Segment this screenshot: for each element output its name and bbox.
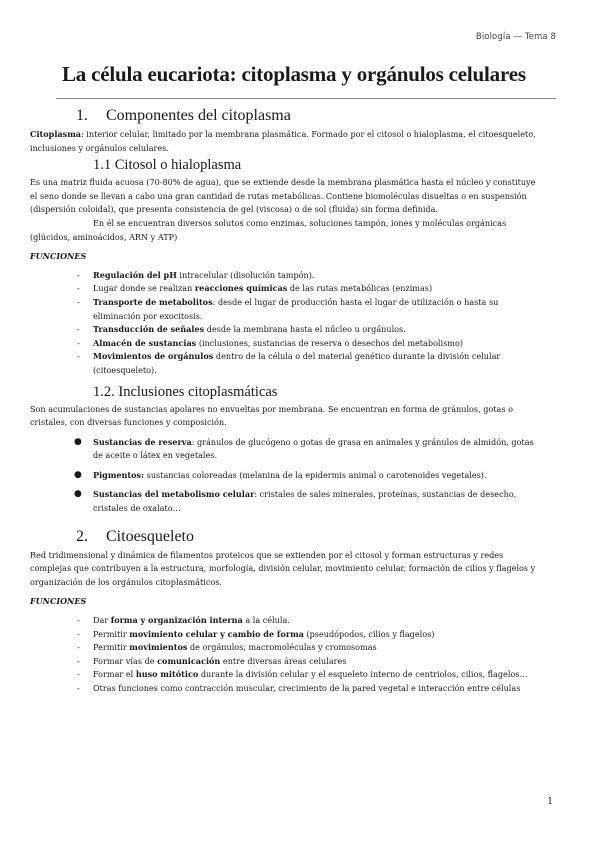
- section-title: Citoesqueleto: [106, 527, 194, 545]
- item-bold: Sustancias del metabolismo celular: [93, 489, 255, 500]
- list-item: [30, 469, 544, 483]
- list-item: [30, 350, 544, 377]
- item-bold: Regulación del pH: [93, 269, 177, 280]
- list-item: [30, 323, 544, 337]
- citoesqueleto-functions-list: [30, 614, 544, 696]
- item-bold: forma y organización interna: [110, 615, 243, 626]
- inclusiones-paragraph: Son acumulaciones de sustancias apolares no envueltas por membrana. Se encuentran en forma de gránulos, gotas o cristales, con diversas funciones y composición.: [30, 403, 513, 428]
- item-bold: Sustancias de reserva: [93, 436, 192, 447]
- item-text: entre diversas áreas celulares: [220, 655, 347, 666]
- item-pre: Permitir: [93, 628, 130, 639]
- item-text: : desde el lugar de producción hasta el lugar de utilización o hasta su eliminación por exocitosis.: [93, 296, 499, 321]
- dash-marker: -: [77, 615, 80, 626]
- item-pre: Formar el: [93, 669, 136, 680]
- dash-marker: -: [77, 269, 80, 280]
- list-item: [30, 682, 544, 696]
- section-heading-1: [30, 104, 544, 128]
- citosol-paragraph-2: En él se encuentran diversos solutos como enzimas, soluciones tampón, iones y moléculas orgánicas (glúcidos, aminoácidos, ARN y ATP): [30, 217, 507, 242]
- item-pre: Lugar donde se realizan: [93, 283, 195, 294]
- inclusiones-list: [30, 436, 544, 516]
- section-number: 2.: [76, 527, 88, 545]
- definition-text: : interior celular, limitado por la membrana plasmática. Formado por el citosol o hialoplasma, el citoesqueleto, inclusiones y orgánulos celulares.: [30, 129, 536, 153]
- list-item: [30, 436, 544, 463]
- citoplasma-definition: [30, 128, 544, 155]
- item-text: dentro de la célula o del material genético durante la división celular (citoesqueleto).: [93, 351, 501, 375]
- item-text: : cristales de sales minerales, proteínas, sustancias de desecho, cristales de oxalato…: [93, 489, 517, 514]
- item-bold: Transducción de señales: [93, 324, 205, 335]
- item-pre: Permitir: [93, 642, 130, 653]
- item-bold: Transporte de metabolitos: [93, 296, 213, 307]
- funciones-label: FUNCIONES: [30, 251, 87, 262]
- item-text: de las rutas metabólicas (enzimas): [287, 283, 433, 294]
- citoesqueleto-paragraph: Red tridimensional y dinámica de filamentos proteicos que se extienden por el citosol y forman estructuras y redes complejas que contribuyen a la estructura, morfología, división celular, movimiento celular, formación de cilios y flagelos y organización de los orgánulos citoplasmáticos.: [30, 549, 536, 587]
- list-item: [30, 628, 544, 642]
- item-text: : gránulos de glucógeno o gotas de grasa en animales y gránulos de almidón, gotas de aceite o látex en vegetales.: [93, 436, 534, 461]
- page-number: 1: [547, 797, 553, 807]
- list-item: [30, 641, 544, 655]
- item-text: (pseudópodos, cilios y flagelos): [303, 628, 435, 639]
- dash-marker: -: [77, 351, 80, 362]
- item-bold: Movimientos de orgánulos: [93, 351, 214, 362]
- citosol-functions-list: [30, 269, 544, 378]
- subsection-heading-1-2: 1.2. Inclusiones citoplasmáticas: [93, 383, 278, 400]
- item-bold: Almacén de sustancias: [93, 337, 197, 348]
- item-bold: comunicación: [157, 655, 221, 666]
- title-underline: [56, 98, 556, 99]
- item-text: de orgánulos, macromoléculas y cromosomas: [187, 642, 377, 653]
- dash-marker: -: [77, 283, 80, 294]
- subsection-heading-1-1: 1.1 Citosol o hialoplasma: [93, 157, 242, 174]
- item-text: desde la membrana hasta el núcleo u orgánulos.: [204, 324, 406, 335]
- funciones-label: FUNCIONES: [30, 596, 87, 607]
- running-header: Biología — Tema 8: [475, 32, 556, 42]
- item-bold: Pigmentos:: [93, 469, 145, 480]
- bullet-marker: ●: [74, 469, 82, 480]
- citosol-paragraph-1: Es una matriz fluida acuosa (70-80% de agua), que se extiende desde la membrana plasmática hasta el núcleo y constituye el seno donde se llevan a cabo una gran cantidad de rutas metabólicas. Contiene biomoléculas disueltas o en suspensión (dispersión coloidal), que presenta consistencia de gel (viscosa) o de sol (fluida) sin forma definida.: [30, 177, 536, 215]
- term: Citoplasma: [30, 129, 81, 139]
- section-heading-2: [30, 525, 544, 549]
- dash-marker: -: [77, 683, 80, 693]
- list-item: [30, 655, 544, 669]
- item-bold: movimiento celular y cambio de forma: [129, 628, 304, 639]
- list-item: [30, 296, 544, 323]
- list-item: [30, 282, 544, 296]
- dash-marker: -: [77, 296, 80, 307]
- bullet-marker: ●: [74, 489, 82, 500]
- list-item: [30, 337, 544, 351]
- item-pre: Formar vías de: [93, 655, 158, 666]
- list-item: [30, 488, 544, 515]
- dash-marker: -: [77, 669, 80, 680]
- item-text: intracelular (disolución tampón).: [176, 269, 315, 280]
- bullet-marker: ●: [74, 436, 82, 447]
- item-text: a la célula.: [242, 615, 290, 626]
- item-text: (inclusiones, sustancias de reserva o desechos del metabolismo): [196, 337, 463, 348]
- item-bold: huso mitótico: [135, 669, 199, 680]
- item-pre: Dar: [93, 615, 111, 626]
- item-bold: movimientos: [129, 642, 188, 653]
- item-bold: reacciones químicas: [194, 283, 288, 294]
- page-title: La célula eucariota: citoplasma y orgánulos celulares: [62, 62, 526, 86]
- section-title: Componentes del citoplasma: [106, 107, 291, 124]
- dash-marker: -: [77, 324, 80, 335]
- dash-marker: -: [77, 642, 80, 653]
- list-item: [30, 614, 544, 628]
- document-body: [30, 104, 544, 696]
- item-pre: Otras funciones como contracción muscular, crecimiento de la pared vegetal e interacción entre células: [93, 683, 521, 693]
- section-number: 1.: [76, 107, 88, 124]
- list-item: [30, 269, 544, 283]
- dash-marker: -: [77, 655, 80, 666]
- dash-marker: -: [77, 337, 80, 348]
- dash-marker: -: [77, 628, 80, 639]
- list-item: [30, 668, 544, 682]
- item-text: durante la división celular y el esqueleto interno de centriolos, cilios, flagelos…: [198, 669, 528, 680]
- item-text: sustancias coloreadas (melanina de la epidermis animal o carotenoides vegetales).: [144, 469, 487, 480]
